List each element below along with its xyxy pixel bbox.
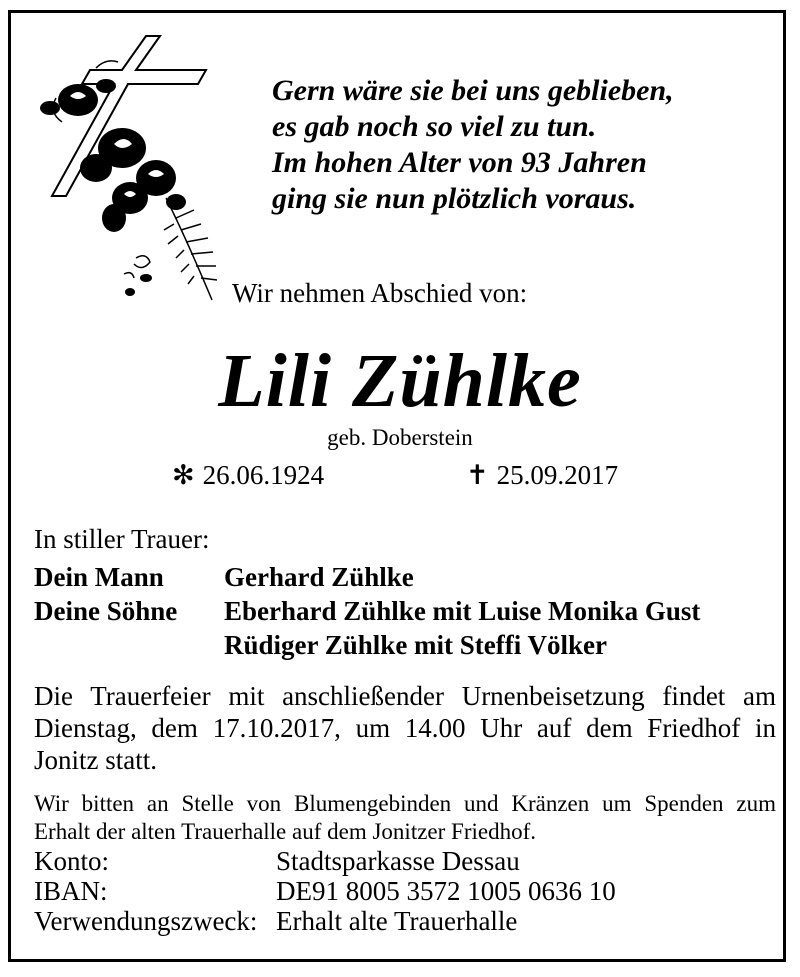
- funeral-line: Die Trauerfeier mit anschließender Urnenbeisetzung findet am: [34, 681, 776, 711]
- death-date-block: [466, 460, 618, 491]
- death-date: 25.09.2017: [496, 460, 619, 490]
- funeral-line: Jonitz statt.: [34, 745, 157, 775]
- bank-value: Erhalt alte Trauerhalle: [276, 906, 518, 936]
- mourner-names: Gerhard Zühlke: [224, 562, 414, 592]
- funeral-line: Dienstag, dem 17.10.2017, um 14.00 Uhr auf dem Friedhof in: [34, 713, 776, 743]
- poem-line: Gern wäre sie bei uns geblieben,: [272, 74, 674, 107]
- poem-line: es gab noch so viel zu tun.: [272, 110, 597, 143]
- birth-star-icon: ✻: [172, 460, 195, 490]
- maiden-name: geb. Doberstein: [327, 425, 473, 450]
- mourner-names: Eberhard Zühlke mit Luise Monika Gust: [224, 596, 701, 626]
- cross-with-roses-icon: [26, 28, 222, 308]
- bank-label: IBAN:: [34, 876, 108, 906]
- bank-label: Verwendungszweck:: [34, 906, 258, 936]
- mourner-relation: Deine Söhne: [34, 596, 178, 626]
- farewell-intro: Wir nehmen Abschied von:: [232, 278, 528, 308]
- mourner-relation: Dein Mann: [34, 562, 164, 592]
- birth-date-block: [172, 460, 324, 491]
- poem-line: ging sie nun plötzlich voraus.: [272, 182, 637, 215]
- poem-line: Im hohen Alter von 93 Jahren: [272, 146, 647, 179]
- bank-value: Stadtsparkasse Dessau: [276, 846, 520, 876]
- donation-line: Wir bitten an Stelle von Blumengebinden und Kränzen um Spenden zum: [34, 791, 776, 816]
- bank-label: Konto:: [34, 846, 110, 876]
- donation-line: Erhalt der alten Trauerhalle auf dem Jonitzer Friedhof.: [34, 819, 537, 844]
- poem: [272, 73, 674, 217]
- bank-value: DE91 8005 3572 1005 0636 10: [276, 876, 616, 906]
- mourner-names: Rüdiger Zühlke mit Steffi Völker: [224, 630, 608, 660]
- death-cross-icon: ✝: [466, 460, 489, 490]
- mourners-label: In stiller Trauer:: [34, 524, 210, 554]
- donation-request: [34, 790, 776, 846]
- birth-date: 26.06.1924: [202, 460, 325, 490]
- deceased-name: Lili Zühlke: [218, 339, 582, 423]
- funeral-details: [34, 680, 776, 776]
